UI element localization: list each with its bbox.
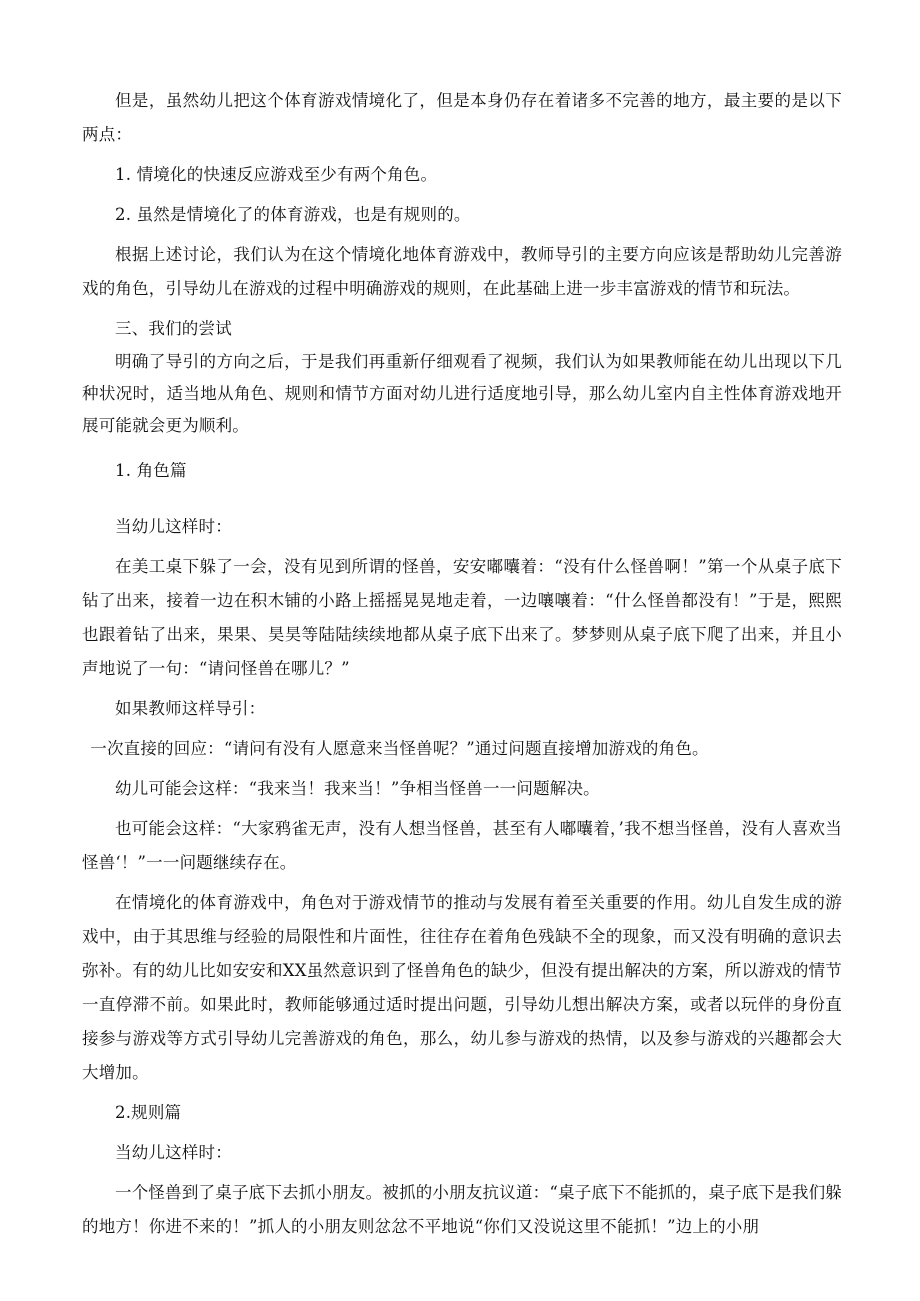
paragraph-attempt: 明确了导引的方向之后，于是我们再重新仔细观看了视频，我们认为如果教师能在幼儿出现以下几种状况时，适当地从角色、规则和情节方面对幼儿进行适度地引导，那么幼儿室内自主性体育游戏地开展可能就会更为顺利。 [82, 352, 842, 435]
subheading-rules: 2.规则篇 [115, 1103, 182, 1122]
list-item-1: 1. 情境化的快速反应游戏至少有两个角色。 [115, 165, 438, 184]
paragraph-outcome-1: 幼儿可能会这样：“我来当！我来当！”争相当怪兽一一问题解决。 [115, 779, 600, 798]
section-heading-3: 三、我们的尝试 [115, 319, 232, 338]
label-if-teacher: 如果教师这样导引： [115, 699, 266, 718]
paragraph-teacher-response: 一次直接的回应：“请问有没有人愿意来当怪兽呢？”通过问题直接增加游戏的角色。 [90, 739, 709, 758]
label-when-child-2: 当幼儿这样时： [115, 1143, 232, 1162]
paragraph-discussion: 根据上述讨论，我们认为在这个情境化地体育游戏中，教师导引的主要方向应该是帮助幼儿完善游戏的角色，引导幼儿在游戏的过程中明确游戏的规则，在此基础上进一步丰富游戏的情节和玩法。 [82, 245, 842, 298]
label-when-child: 当幼儿这样时： [115, 517, 232, 536]
paragraph-intro: 但是，虽然幼儿把这个体育游戏情境化了，但是本身仍存在着诸多不完善的地方，最主要的是以下两点： [82, 91, 842, 144]
list-item-2: 2. 虽然是情境化了的体育游戏，也是有规则的。 [115, 205, 471, 224]
paragraph-outcome-2: 也可能会这样：“大家鸦雀无声，没有人想当怪兽，甚至有人嘟囔着，’我不想当怪兽，没有人喜欢当怪兽‘！”一一问题继续存在。 [82, 819, 842, 872]
paragraph-scenario-1: 在美工桌下躲了一会，没有见到所谓的怪兽，安安嘟囔着：“没有什么怪兽啊！”第一个从桌子底下钻了出来，接着一边在积木铺的小路上摇摇晃晃地走着，一边嚷嚷着：“什么怪兽都没有！”于是，熙熙也跟着钻了出来，果果、昊昊等陆陆续续地都从桌子底下出来了。梦梦则从桌子底下爬了出来，并且小声地说了一句：“请问怪兽在哪儿？” [82, 557, 842, 678]
paragraph-scenario-2: 一个怪兽到了桌子底下去抓小朋友。被抓的小朋友抗议道：“桌子底下不能抓的，桌子底下是我们躲的地方！你进不来的！”抓人的小朋友则忿忿不平地说“你们又没说这里不能抓！”边上的小朋 [82, 1183, 842, 1236]
document-page [82, 84, 842, 1244]
subheading-roles: 1. 角色篇 [115, 461, 187, 480]
paragraph-role-analysis: 在情境化的体育游戏中，角色对于游戏情节的推动与发展有着至关重要的作用。幼儿自发生成的游戏中，由于其思维与经验的局限性和片面性，往往存在着角色残缺不全的现象，而又没有明确的意识去弥补。有的幼儿比如安安和XX虽然意识到了怪兽角色的缺少，但没有提出解决的方案，所以游戏的情节一直停滞不前。如果此时，教师能够通过适时提出问题，引导幼儿想出解决方案，或者以玩伴的身份直接参与游戏等方式引导幼儿完善游戏的角色，那么，幼儿参与游戏的热情，以及参与游戏的兴趣都会大大增加。 [82, 893, 842, 1082]
